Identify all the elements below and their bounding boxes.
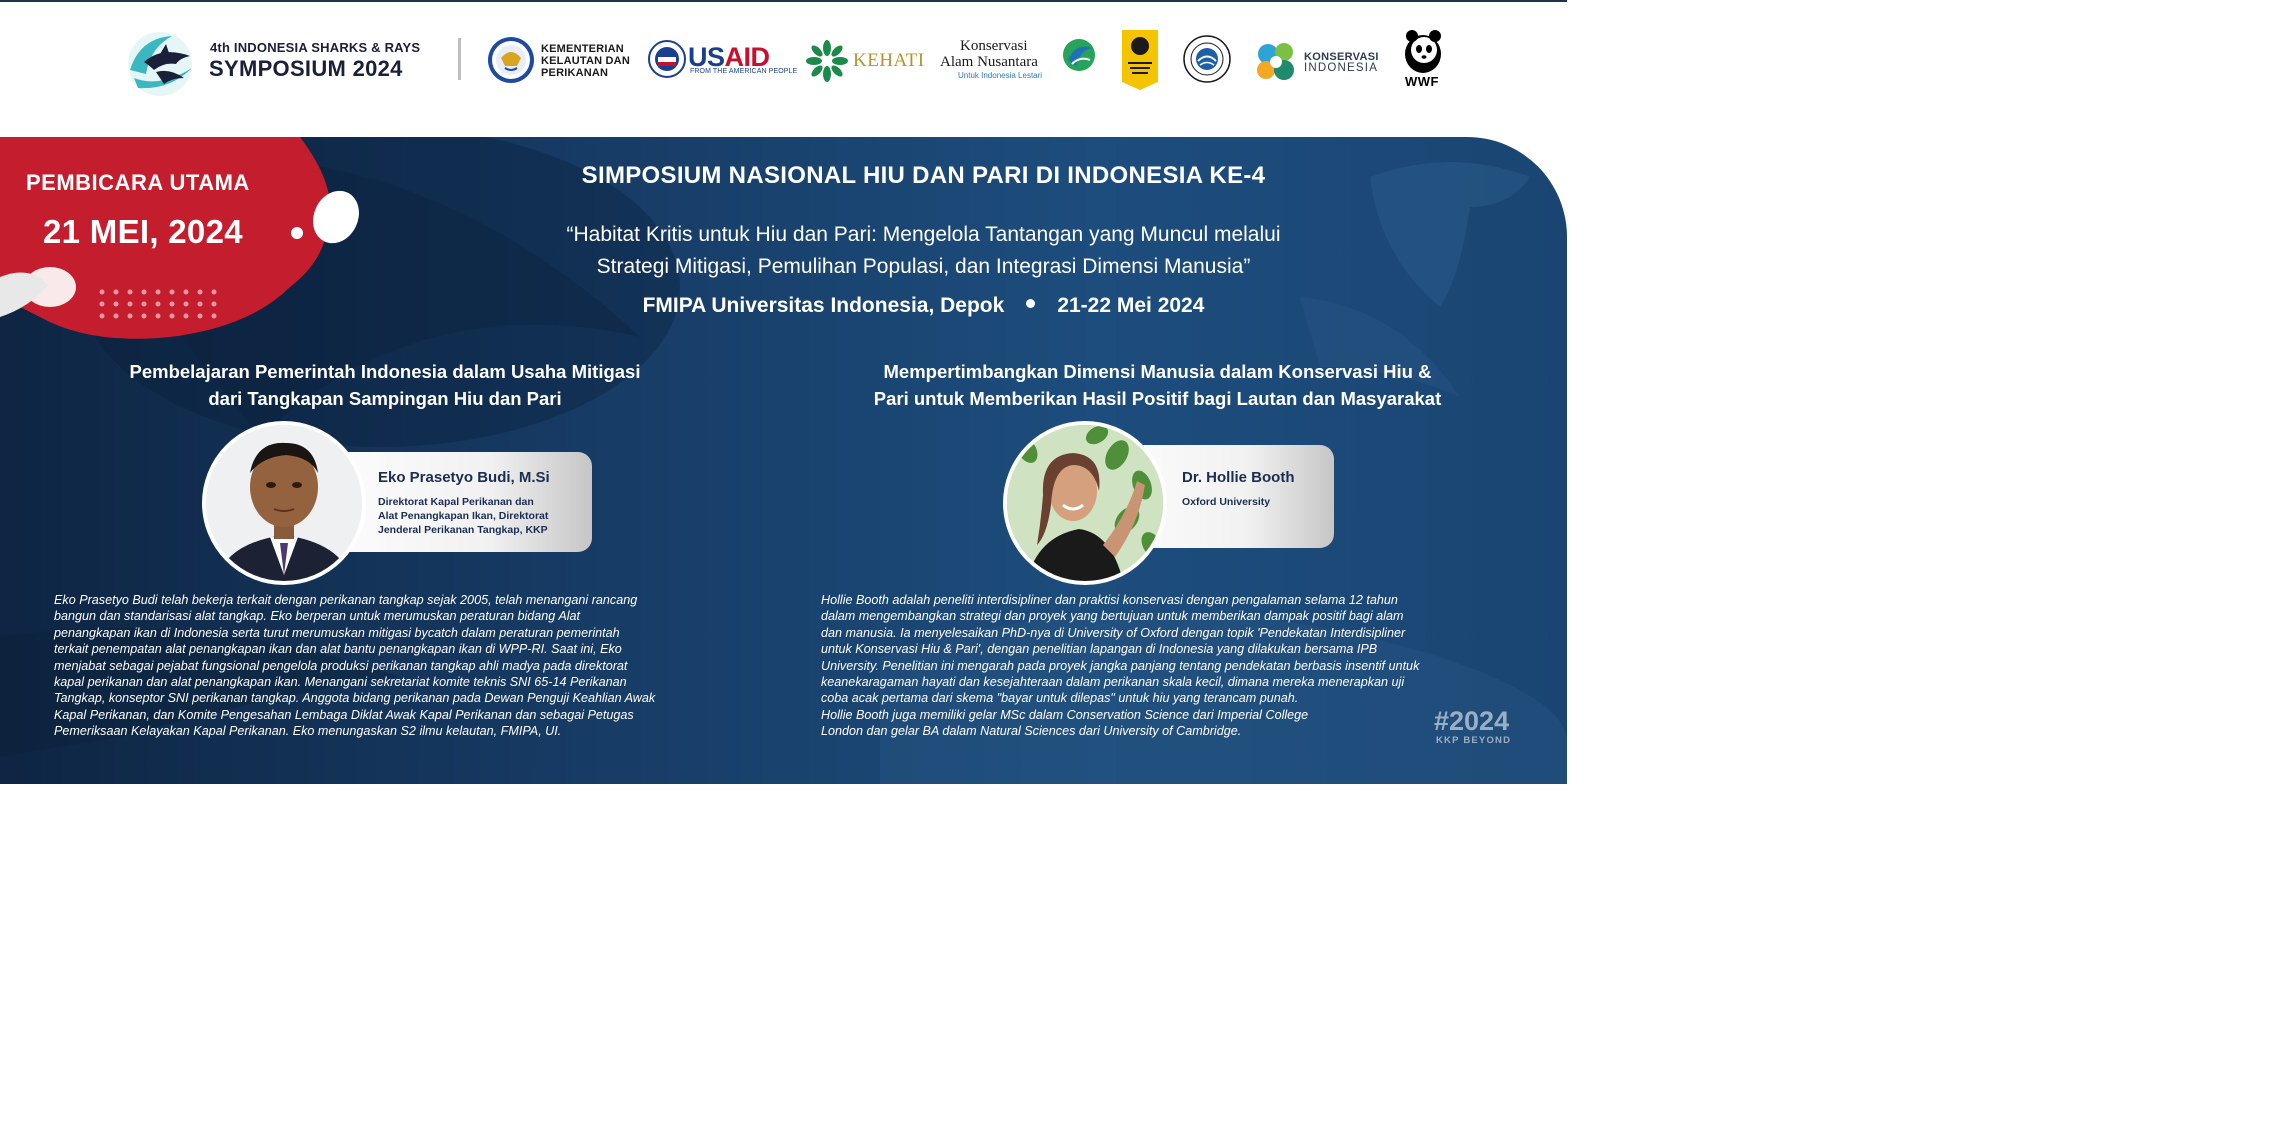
affiliation-line: Alat Penangkapan Ikan, Direktorat — [378, 510, 549, 522]
svg-text:#2024: #2024 — [1434, 706, 1510, 736]
speaker-bio-right — [821, 592, 1521, 740]
bio-line: bangun dan standarisasi alat tangkap. Eko berperan untuk merumuskan peraturan bidang Alat — [54, 609, 581, 624]
keynote-label: PEMBICARA UTAMA — [26, 170, 250, 195]
portrait-woman-icon — [1007, 425, 1163, 581]
affiliation-line: Oxford University — [1182, 496, 1271, 508]
kehati-wordmark: KEHATI — [853, 50, 925, 71]
speaker-bio-left — [54, 592, 754, 740]
usaid-tagline: FROM THE AMERICAN PEOPLE — [690, 68, 798, 75]
bio-line: kapal perikanan dan alat penangkapan ikan. Menangani sekretariat komite teknis SNI 65-14 Perikanan — [54, 675, 627, 690]
kehati-leaf-icon — [806, 40, 848, 82]
usaid-aid: AID — [724, 42, 770, 72]
talk-title-line: Pari untuk Memberikan Hasil Positif bagi Lautan dan Masyarakat — [873, 388, 1442, 409]
wwf-wordmark: WWF — [1405, 74, 1439, 89]
bio-line: Kapal Perikanan, dan Komite Pengesahan Lembaga Diklat Awak Kapal Perikanan dan sebagai Petugas — [54, 707, 634, 722]
bio-line: Tangkap, konseptor SNI perikanan tangkap. Anggota bidang perikanan pada Dewan Penguji Keahlian Awak — [54, 691, 656, 706]
kkp-emblem-icon — [487, 36, 535, 84]
kkp-line: KELAUTAN DAN — [541, 55, 630, 67]
bio-line: Hollie Booth adalah peneliti interdisipliner dan praktisi konservasi dengan pengalaman selama 12 tahun — [821, 593, 1398, 607]
affiliation-line: Jenderal Perikanan Tangkap, KKP — [378, 524, 548, 536]
speaker-affiliation — [378, 495, 548, 537]
symposium-logo-icon — [120, 28, 202, 98]
ui-makara-badge-icon — [1122, 30, 1158, 90]
bio-line: penangkapan ikan di Indonesia serta turut merumuskan mitigasi bycatch dalam peraturan pemerintah — [54, 625, 620, 640]
event-venue-dates — [330, 294, 1517, 318]
kkp-beyond-2024-logo — [1434, 704, 1524, 746]
svg-text:KKP BEYOND: KKP BEYOND — [1436, 735, 1512, 746]
speaker-photo-eko — [202, 421, 366, 585]
bio-line: terkait penempatan alat penangkapan ikan dan alat bantu penangkapan ikan di WPP-RI. Saat ini, Eko — [54, 642, 622, 657]
event-title: SIMPOSIUM NASIONAL HIU DAN PARI DI INDONESIA KE-4 — [581, 162, 1266, 189]
talk-title-right — [790, 358, 1525, 412]
konservasi-indonesia-line1: KONSERVASI — [1304, 51, 1379, 63]
bio-line: dalam mengembangkan strategi dan proyek yang bertujuan untuk memberikan dampak positif bagi alam — [821, 609, 1404, 624]
talk-title-left — [30, 358, 740, 412]
theme-line: “Habitat Kritis untuk Hiu dan Pari: Mengelola Tantangan yang Muncul melalui — [566, 223, 1281, 246]
konservasi-indonesia-icon — [1254, 40, 1298, 84]
kan-swirl-icon — [1062, 38, 1096, 72]
talk-title-line: dari Tangkapan Sampingan Hiu dan Pari — [208, 388, 562, 409]
usaid-seal-icon — [648, 40, 686, 78]
kan-line1: Konservasi — [960, 38, 1028, 54]
bio-line: coba acak pertama dari skema "bayar untuk dilepas" untuk hiu yang terancam punah. — [821, 691, 1299, 706]
speaker-name: Eko Prasetyo Budi, M.Si — [378, 469, 550, 486]
event-theme — [330, 219, 1517, 283]
speaker-photo-hollie — [1003, 421, 1167, 585]
speaker-affiliation — [1182, 495, 1270, 509]
pusat-studi-kelautan-seal-icon — [1182, 34, 1232, 84]
speaker-name: Dr. Hollie Booth — [1182, 469, 1295, 486]
wwf-panda-icon — [1402, 28, 1444, 74]
kkp-line: KEMENTERIAN — [541, 43, 624, 55]
talk-title-line: Mempertimbangkan Dimensi Manusia dalam Konservasi Hiu & — [883, 361, 1432, 382]
event-venue: FMIPA Universitas Indonesia, Depok — [642, 294, 1005, 317]
symposium-edition: 4th INDONESIA SHARKS & RAYS — [210, 40, 421, 55]
bio-line: Pemeriksaan Kelayakan Kapal Perikanan. Eko menungaskan S2 ilmu kelautan, FMIPA, UI. — [54, 724, 562, 739]
bio-line: menjabat sebagai pejabat fungsional pengelola produksi perikanan tangkap ahli madya pada direktorat — [54, 658, 628, 673]
keynote-date: 21 MEI, 2024 — [43, 213, 243, 250]
kan-tagline: Untuk Indonesia Lestari — [958, 71, 1043, 80]
bio-line: Eko Prasetyo Budi telah bekerja terkait dengan perikanan tangkap sejak 2005, telah menangani rancang — [54, 593, 638, 607]
event-dates: 21-22 Mei 2024 — [1057, 294, 1205, 317]
usaid-us: US — [688, 42, 725, 72]
bio-line: Hollie Booth juga memiliki gelar MSc dalam Conservation Science dari Imperial College — [821, 707, 1309, 722]
kkp-name — [541, 43, 630, 79]
bio-line: University. Penelitian ini mengarah pada proyek jangka panjang tentang pendekatan berbasis insentif untuk — [821, 658, 1420, 673]
portrait-man-icon — [206, 425, 362, 581]
kkp-line: PERIKANAN — [541, 67, 609, 79]
talk-title-line: Pembelajaran Pemerintah Indonesia dalam Usaha Mitigasi — [129, 361, 641, 382]
bio-line: keanekaragaman hayati dan kesejahteraan dalam perikanan skala kecil, dimana mereka menerapkan uji — [821, 675, 1405, 690]
bullet-dot — [1026, 299, 1035, 308]
kan-line2: Alam Nusantara — [940, 54, 1038, 70]
affiliation-line: Direktorat Kapal Perikanan dan — [378, 496, 534, 508]
symposium-name: SYMPOSIUM 2024 — [209, 56, 403, 81]
bio-line: London dan gelar BA dalam Natural Sciences dari University of Cambridge. — [821, 724, 1242, 739]
bio-line: dan manusia. Ia menyelesaikan PhD-nya di University of Oxford dengan topik 'Pendekatan Interdisipliner — [821, 625, 1406, 640]
konservasi-indonesia-line2: INDONESIA — [1304, 62, 1379, 74]
bio-line: untuk Konservasi Hiu & Pari', dengan penelitian lapangan di Indonesia yang dilakukan bersama IPB — [821, 642, 1378, 657]
theme-line: Strategi Mitigasi, Pemulihan Populasi, dan Integrasi Dimensi Manusia” — [596, 255, 1251, 278]
header-divider — [458, 38, 461, 80]
